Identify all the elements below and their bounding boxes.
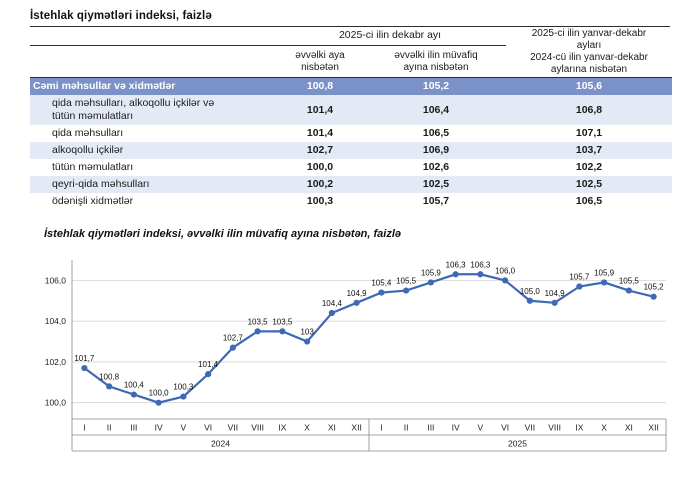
table-row [30, 193, 672, 210]
x-axis-tick-label: IV [154, 422, 163, 432]
row-value-3: 106,5 [575, 195, 603, 207]
x-axis-tick-label: XI [624, 422, 633, 432]
series-point-label: 105,9 [594, 267, 615, 277]
header-group-yanvar-dekabr [506, 27, 672, 78]
series-point [304, 338, 310, 344]
row-value-1: 101,4 [306, 127, 334, 139]
series-point [626, 287, 632, 293]
header-sub1-line2: nisbətən [301, 61, 339, 73]
row-value-2: 105,2 [422, 80, 450, 93]
row-label: qida məhsulları [52, 126, 124, 139]
series-point [230, 344, 236, 350]
series-point-label: 100,8 [99, 371, 120, 381]
row-value-2: 105,7 [422, 195, 450, 207]
header-sub-prev-year-month [366, 46, 506, 78]
series-point [552, 299, 558, 305]
series-point-label: 102,7 [222, 333, 243, 343]
table-row [30, 142, 672, 159]
table-row [30, 95, 672, 125]
header-group2-line1: 2025-ci ilin yanvar-dekabr [531, 28, 647, 39]
series-point-label: 105,2 [643, 282, 664, 292]
header-group2-line4: aylarına nisbətən [550, 64, 628, 75]
row-label: qeyri-qida məhsulları [52, 177, 150, 190]
header-group2-line3: 2024-cü ilin yanvar-dekabr [530, 52, 648, 63]
series-point [255, 328, 261, 334]
x-axis-tick-label: XI [327, 422, 336, 432]
series-point [329, 309, 335, 315]
series-point-label: 105,0 [519, 286, 540, 296]
row-value-3: 103,7 [575, 144, 603, 156]
row-value-2: 102,5 [422, 178, 450, 190]
x-axis-tick-label: VII [524, 422, 536, 432]
y-axis-tick-label: 106,0 [44, 274, 66, 285]
x-axis-tick-label: X [601, 422, 607, 432]
series-point [354, 299, 360, 305]
x-axis-tick-label: V [477, 422, 484, 432]
series-point-label: 100,0 [148, 388, 169, 398]
y-axis-tick-label: 100,0 [44, 397, 66, 408]
series-point [106, 383, 112, 389]
x-axis-group-label: 2025 [508, 438, 527, 448]
x-axis-tick-label: III [130, 422, 138, 432]
row-value-3: 107,1 [575, 127, 603, 139]
series-point [156, 399, 162, 405]
series-point-label: 101,4 [198, 359, 219, 369]
series-point-label: 103 [300, 327, 314, 337]
series-point [428, 279, 434, 285]
series-point-label: 106,3 [470, 259, 491, 269]
series-point-label: 105,5 [396, 276, 417, 286]
header-empty-corner-2 [30, 46, 274, 78]
row-value-1: 102,7 [306, 144, 334, 156]
x-axis-tick-label: IV [451, 422, 460, 432]
chart-container [28, 242, 676, 457]
row-label [30, 95, 274, 125]
page-title: İstehlak qiymətləri indeksi, faizlə [30, 10, 212, 22]
row-label-line1: qida məhsulları, alkoqollu içkilər və [52, 96, 215, 109]
series-point [81, 364, 87, 370]
x-axis-tick-label: II [106, 422, 112, 432]
header-sub1-line1: əvvəlki aya [295, 49, 345, 61]
x-axis-tick-label: VII [227, 422, 239, 432]
series-point-label: 106,0 [495, 265, 516, 275]
series-point-label: 100,4 [123, 380, 144, 390]
row-value-3: 106,8 [575, 103, 603, 116]
header-sub-prev-month [274, 46, 366, 78]
header-group2-line2: ayları [576, 40, 602, 51]
header-sub2-line1: əvvəlki ilin müvafiq [394, 49, 478, 61]
cpi-table [30, 27, 672, 210]
row-value-2: 106,5 [422, 127, 450, 139]
row-value-1: 101,4 [306, 103, 334, 116]
series-point [279, 328, 285, 334]
series-point-label: 103,5 [272, 316, 293, 326]
x-axis-tick-label: XII [648, 422, 659, 432]
series-point-label: 105,5 [618, 276, 639, 286]
x-axis-tick-label: II [403, 422, 409, 432]
row-value-3: 105,6 [575, 80, 603, 93]
series-point [453, 271, 459, 277]
series-point-label: 104,9 [544, 288, 565, 298]
x-axis-group-label: 2024 [211, 438, 230, 448]
x-axis-tick-label: V [180, 422, 187, 432]
x-axis-tick-label: IX [278, 422, 287, 432]
x-axis-tick-label: IX [575, 422, 584, 432]
y-axis-tick-label: 104,0 [44, 315, 66, 326]
series-point [502, 277, 508, 283]
row-label: alkoqollu içkilər [52, 143, 124, 156]
series-point [403, 287, 409, 293]
cpi-line-chart [28, 242, 676, 457]
series-point-label: 101,7 [74, 353, 95, 363]
series-point-label: 105,9 [420, 267, 441, 277]
series-point [378, 289, 384, 295]
row-value-1: 100,8 [306, 80, 334, 93]
series-point-label: 105,7 [569, 272, 590, 281]
series-point-label: 103,5 [247, 316, 268, 326]
series-point-label: 100,3 [173, 382, 194, 392]
series-point [205, 371, 211, 377]
row-value-1: 100,0 [306, 161, 334, 173]
series-point [601, 279, 607, 285]
table-row [30, 159, 672, 176]
row-value-2: 106,4 [422, 103, 450, 116]
table-row [30, 176, 672, 193]
table-row [30, 125, 672, 142]
row-label: tütün məmulatları [52, 160, 134, 173]
table-header-row-groups [30, 27, 672, 46]
series-point [477, 271, 483, 277]
header-sub2-line2: ayına nisbətən [403, 61, 469, 73]
x-axis-tick-label: XII [351, 422, 362, 432]
series-point [527, 297, 533, 303]
row-label: ödənişli xidmətlər [52, 194, 134, 207]
x-axis-tick-label: I [380, 422, 383, 432]
series-point [576, 283, 582, 289]
chart-title: İstehlak qiymətləri indeksi, əvvəlki ilin müvafiq ayına nisbətən, faizlə [44, 227, 402, 240]
series-point-label: 104,4 [321, 298, 342, 308]
x-axis-tick-label: VI [204, 422, 213, 432]
row-label: Cəmi məhsullar və xidmətlər [33, 79, 176, 92]
x-axis-tick-label: VIII [548, 422, 562, 432]
series-point [180, 393, 186, 399]
x-axis-tick-label: VIII [251, 422, 265, 432]
x-axis-tick-label: VI [501, 422, 510, 432]
series-line [84, 274, 653, 402]
row-value-3: 102,5 [575, 178, 603, 190]
header-group-dekabr: 2025-ci ilin dekabr ayı [274, 27, 506, 46]
x-axis-tick-label: I [83, 422, 86, 432]
row-value-1: 100,3 [306, 195, 334, 207]
header-empty-corner [30, 27, 274, 46]
row-value-1: 100,2 [306, 178, 334, 190]
series-point [651, 293, 657, 299]
series-point-label: 105,4 [371, 278, 392, 288]
row-value-2: 106,9 [422, 144, 450, 156]
x-axis-tick-label: III [427, 422, 435, 432]
row-value-2: 102,6 [422, 161, 450, 173]
table-row [30, 78, 672, 95]
series-point-label: 104,9 [346, 288, 367, 298]
x-axis-tick-label: X [304, 422, 310, 432]
series-point [131, 391, 137, 397]
y-axis-tick-label: 102,0 [44, 356, 66, 367]
series-point-label: 106,3 [445, 259, 466, 269]
row-value-3: 102,2 [575, 161, 603, 173]
row-label-line2: tütün məmulatları [52, 109, 134, 122]
